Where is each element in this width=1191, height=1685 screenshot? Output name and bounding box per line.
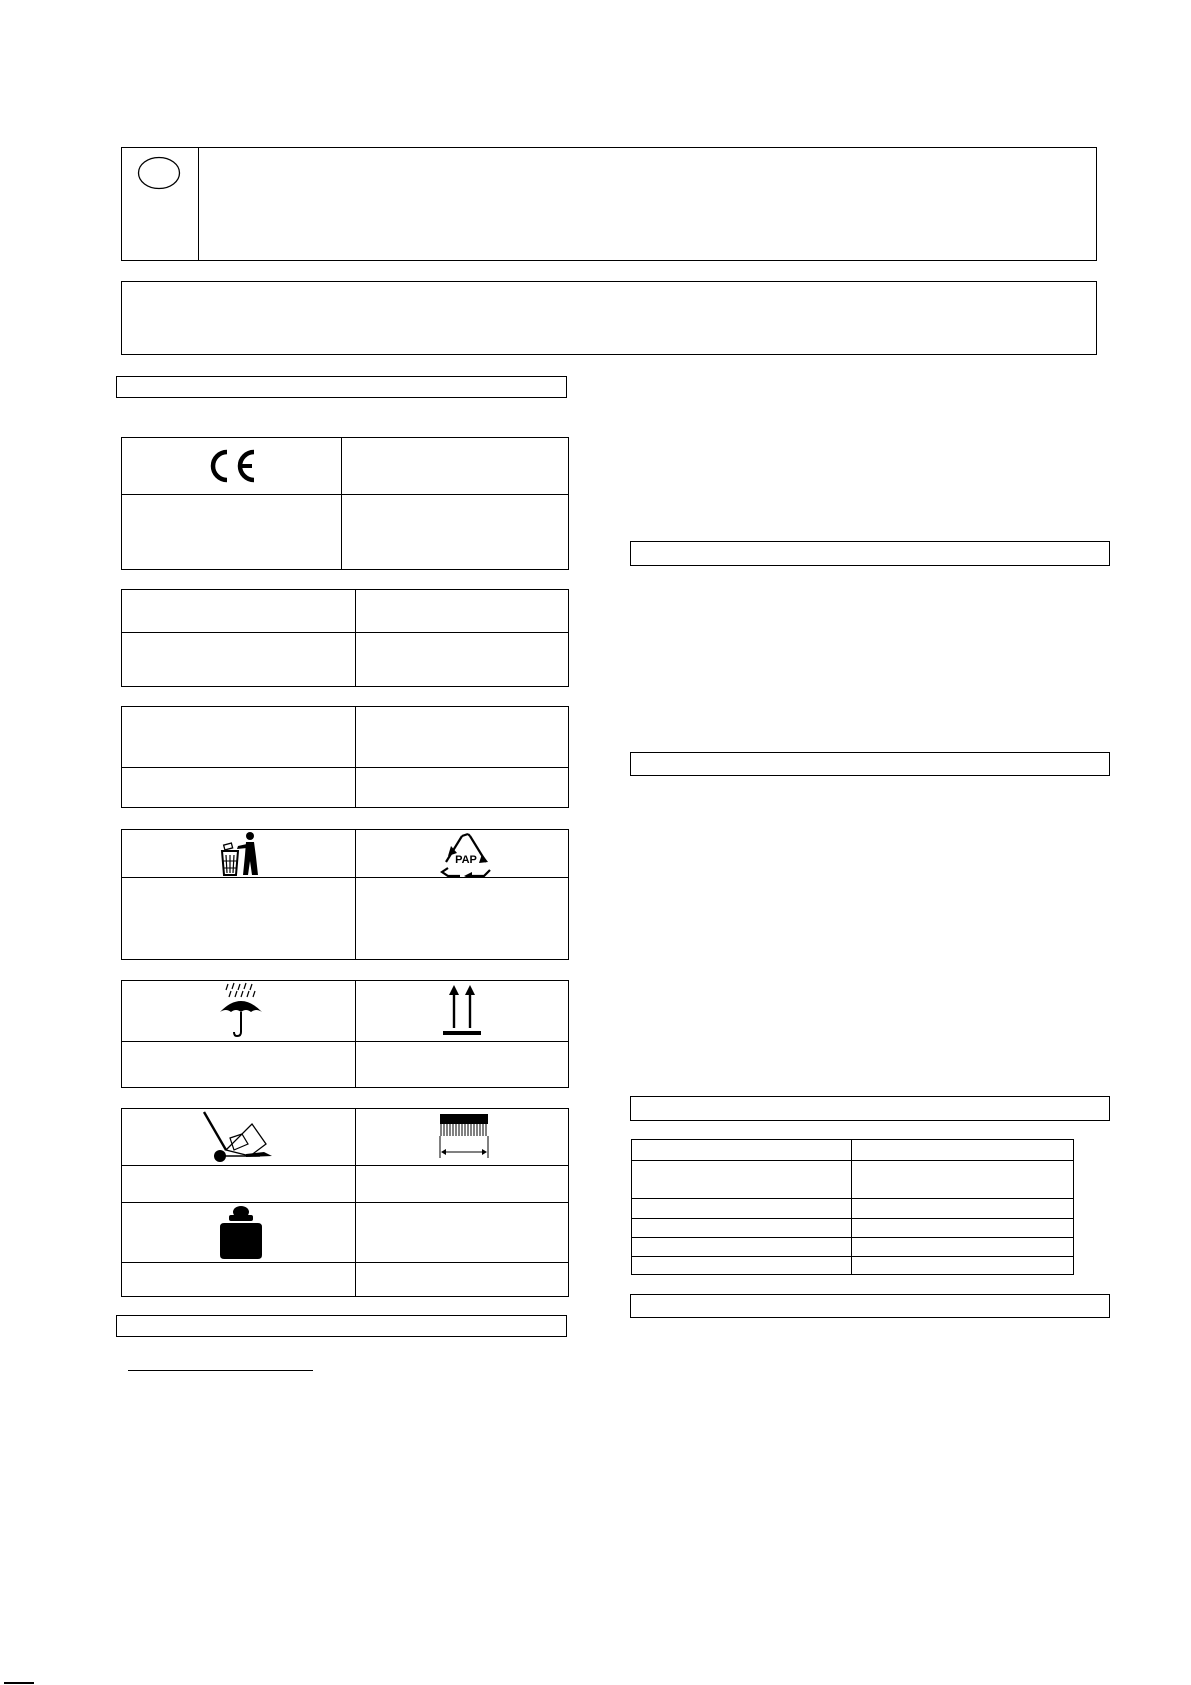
table-divider xyxy=(121,767,569,768)
weight-icon xyxy=(216,1203,266,1261)
warning-box xyxy=(121,281,1097,355)
keep-dry-umbrella-icon xyxy=(216,982,266,1038)
language-circle-icon xyxy=(137,156,181,190)
table-divider xyxy=(121,632,569,633)
table-divider xyxy=(121,494,569,495)
section-header-right-3 xyxy=(630,1096,1110,1121)
section-header-symbols xyxy=(116,376,567,398)
ce-mark-icon xyxy=(206,448,258,484)
section-header-right-1 xyxy=(630,541,1110,566)
table-divider xyxy=(631,1198,1074,1199)
section-header-bottom-left xyxy=(116,1315,567,1337)
table-divider xyxy=(631,1218,1074,1219)
sweeper-machine-icon xyxy=(202,1110,282,1164)
footer-mark xyxy=(4,1682,34,1684)
table-divider xyxy=(121,1262,569,1263)
symbol-table-ce xyxy=(121,437,569,570)
table-divider xyxy=(121,877,569,878)
symbol-table-handling xyxy=(121,980,569,1088)
table-divider xyxy=(121,1165,569,1166)
brush-width-icon xyxy=(436,1110,492,1162)
table-divider xyxy=(121,1202,569,1203)
table-divider xyxy=(121,1041,569,1042)
dispose-in-bin-icon xyxy=(218,831,262,877)
table-divider xyxy=(631,1237,1074,1238)
paper-recycling-icon xyxy=(438,832,494,878)
notice-box xyxy=(121,147,1097,261)
table-divider xyxy=(341,437,342,570)
table-divider xyxy=(355,829,356,960)
info-table-3 xyxy=(121,706,569,808)
table-divider xyxy=(631,1256,1074,1257)
table-divider xyxy=(355,706,356,808)
underline-rule xyxy=(128,1370,313,1371)
this-way-up-arrows-icon xyxy=(440,984,484,1036)
table-divider xyxy=(355,589,356,687)
notice-divider xyxy=(198,147,199,261)
table-divider xyxy=(631,1160,1074,1161)
table-divider xyxy=(355,980,356,1088)
section-header-right-2 xyxy=(630,752,1110,776)
paper-code-label: PAP xyxy=(455,854,477,866)
info-table-2 xyxy=(121,589,569,687)
symbol-table-disposal xyxy=(121,829,569,960)
section-header-right-4 xyxy=(630,1294,1110,1318)
